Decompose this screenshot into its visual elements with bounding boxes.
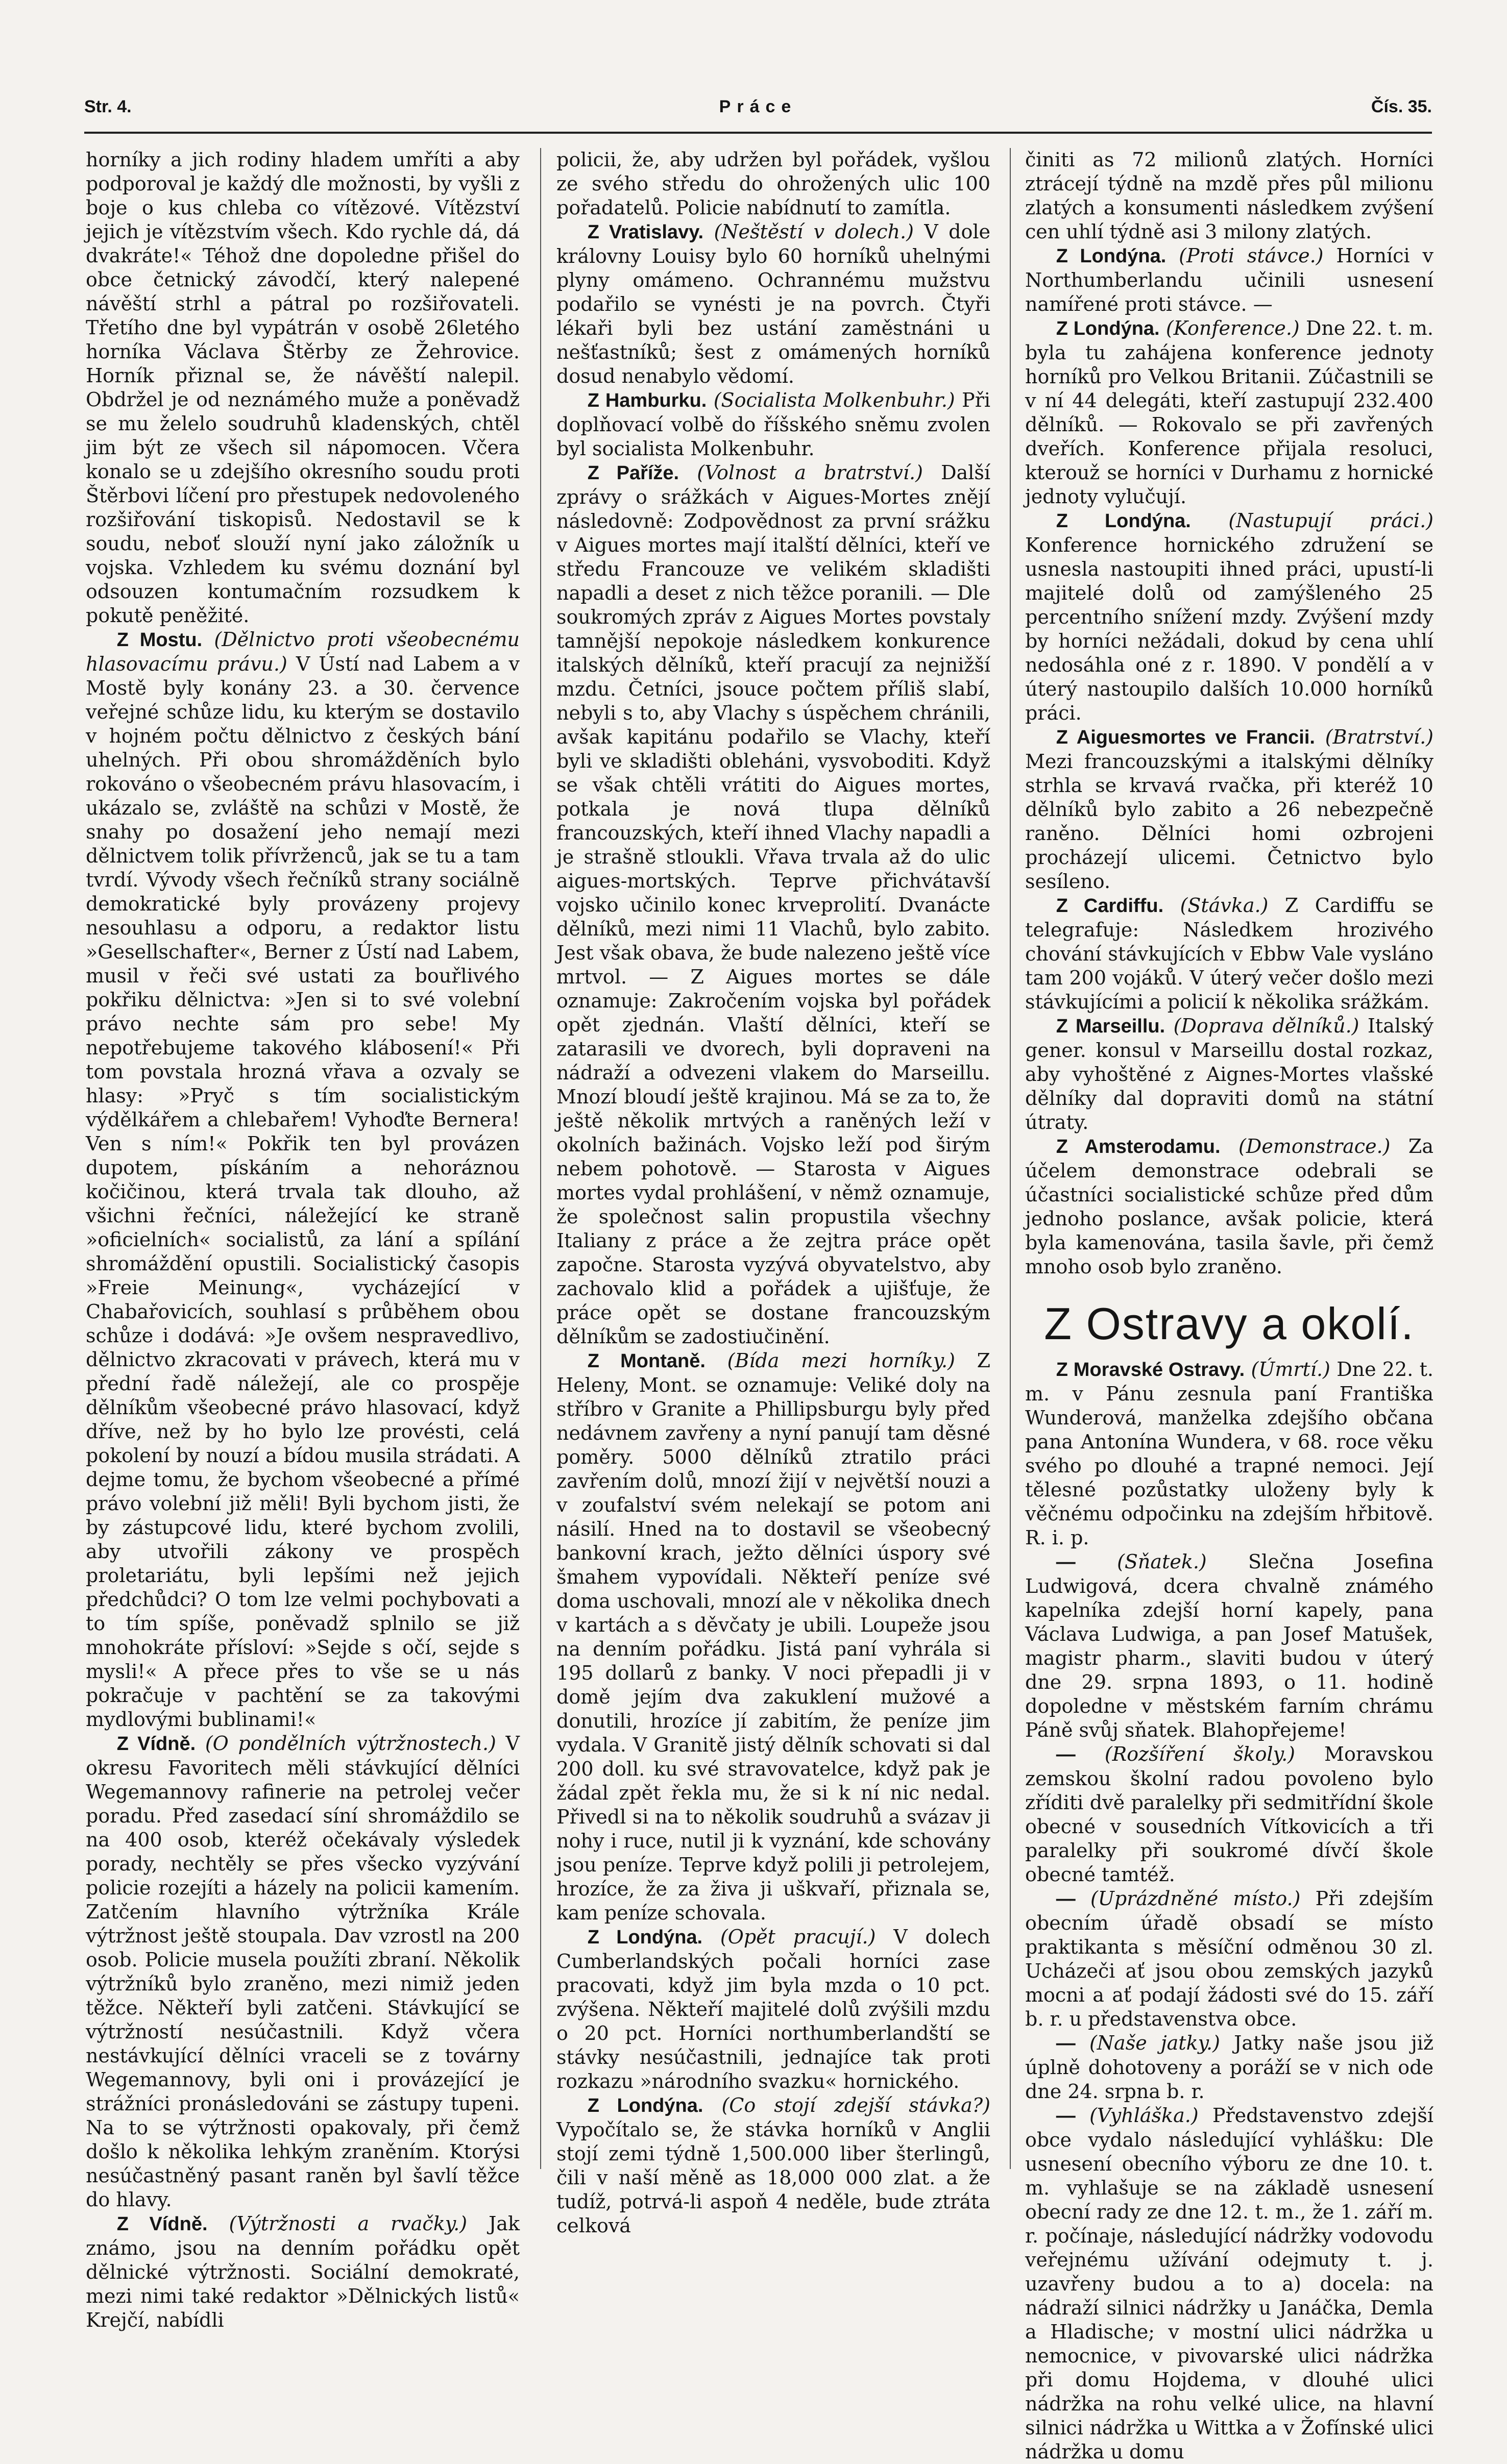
article-paragraph bbox=[1025, 2031, 1433, 2104]
article-paragraph bbox=[556, 1349, 990, 1925]
article-paragraph bbox=[556, 388, 990, 461]
article-topic: (Rozšíření školy.) bbox=[1104, 1743, 1295, 1765]
article-body: V dolech Cumberlandských počali horníci zase pracovati, když jim byla mzda o 10 pct. zvýšena. Někteří majitelé dolů zvýšili mzdu o 20 pct. Horníci northumberlandští se stávky nesúčastnili, jednajíce tak proti rozkazu »národního svazku« hornického. bbox=[556, 1926, 990, 2092]
article-paragraph bbox=[1025, 2104, 1433, 2464]
column-divider bbox=[1010, 148, 1011, 2169]
dateline: Z Londýna. bbox=[1056, 245, 1166, 267]
article-paragraph bbox=[86, 148, 520, 628]
article-topic: (Stávka.) bbox=[1180, 894, 1269, 917]
dateline: Z Montaně. bbox=[587, 1350, 706, 1372]
article-paragraph bbox=[1025, 244, 1433, 316]
page-header bbox=[84, 92, 1432, 128]
column-divider bbox=[540, 148, 541, 2169]
article-body: Představenstvo zdejší obce vydalo následující vyhlášku: Dle usnesení obecního výboru ze dne 10. t. m. vyhlašuje se na základě usnesení obecní rady ze dne 12. t. m., že 1. září m. r. počínaje, následující nádržky vodovodu veřejnému užívání odejmuty t. j. uzavřeny budou a to a) docela: na nádraží silnici nádržky u Janáčka, Demla a Hladische; v mostní ulici nádržka u nemocnice, v pivovarské ulici nádržka při domu Hojdema, v dlouhé ulici nádržka na rohu velké ulice, na hlavní silnici nádržka u Wittka a v Žofínské ulici nádržka u domu bbox=[1025, 2104, 1433, 2463]
article-body: Slečna Josefina Ludwigová, dcera chvalně známého kapelníka zdejší horní kapely, pana Václava Ludwiga, a pan Josef Matušek, magistr pharm., slaviti budou v úterý dne 29. srpna 1893, o 11. hodině dopoledne v městském farním chrámu Páně svůj sňatek. Blahopřejeme! bbox=[1025, 1550, 1433, 1741]
article-body: činiti as 72 milionů zlatých. Horníci ztrácejí týdně na mzdě přes půl milionu zlatých a konsumenti následkem zvýšení cen uhlí týdně asi 3 milony zlatých. bbox=[1025, 149, 1433, 243]
article-body: Při zdejším obecním úřadě obsadí se místo praktikanta s měsíční odměnou 30 zl. Ucházeči ať jsou obou zemských jazyků mocni a ať podají žádosti své do 15. září b. r. u představenstva obce. bbox=[1025, 1887, 1433, 2030]
article-topic: (Bída mezi horníky.) bbox=[727, 1349, 955, 1372]
article-paragraph bbox=[556, 461, 990, 1349]
dateline: Z Mostu. bbox=[116, 629, 203, 651]
article-body: Při doplňovací volbě do říšského sněmu zvolen byl socialista Molkenbuhr. bbox=[556, 389, 991, 460]
article-body: Dne 22. t. m. byla tu zahájena konference jednoty horníků pro Velkou Britanii. Zúčastnili se v ní 44 delegáti, kteří zastupují 232.400 dělníků. — Rokovalo se při zavřených dveřích. Konference přijala resoluci, kterouž se horníci v Durhamu z hornické jednoty vylučují. bbox=[1025, 317, 1433, 508]
dateline: — bbox=[1056, 1744, 1076, 1765]
section-title: Z Ostravy a okolí. bbox=[1044, 1298, 1415, 1349]
column-3 bbox=[1025, 148, 1433, 2463]
article-body: Další zprávy o srážkách v Aigues-Mortes znějí následovně: Zodpovědnost za první srážku v Aigues mortes mají italští dělníci, kteří ve středu Francouze ve velikém skladišti napadli a deset z nich těžce poranili. — Dle soukromých zpráv z Aigues Mortes povstaly tamnější nepokoje následkem konkurence italských dělníků, kteří pracují za nejnižší mzdu. Četníci, jsouce počtem příliš slabí, nebyli s to, aby Vlachy s úspěchem chránili, avšak kapitánu podařilo se Vlachy, kteří byli ve skladišti obleháni, vysvoboditi. Když se však chtěli vrátiti do Aigues mortes, potkala je nová tlupa dělníků francouzských, kteří ihned Vlachy napadli a je strašně stloukli. Vřava trvala až do ulic aigues-mortských. Teprve přichvátavší vojsko učinilo konec krveprolití. Dvanácte dělníků, mezi nimi 11 Vlachů, bylo zabito. Jest však obava, že bude nalezeno ještě více mrtvol. — Z Aigues mortes se dále oznamuje: Zakročením vojska byl pořádek opět zjednán. Vlaští dělníci, kteří se zatarasili ve dvorech, byli dopraveni na nádraží a odvezeni vlakem do Marseillu. Mnozí bloudí ještě krajinou. Má se za to, že ještě několik mrtvých a raněných leží v okolních bažinách. Vojsko leží pod širým nebem pohotově. — Starosta v Aigues mortes vydal prohlášení, v němž oznamuje, že společnost salin propustila všechny Italiany z práce a že zejtra práce opět započne. Starosta vyzývá obyvatelstvo, aby zachovalo klid a pořádek a ujišťuje, že práce opět se dostane francouzským dělníkům se zadostiučinění. bbox=[556, 461, 990, 1348]
article-topic: (Proti stávce.) bbox=[1179, 244, 1324, 267]
article-topic: (Doprava dělníků.) bbox=[1173, 1015, 1359, 1037]
article-topic: (Volnost a bratrství.) bbox=[697, 461, 923, 484]
article-paragraph bbox=[86, 2212, 520, 2332]
article-topic: (Neštěstí v dolech.) bbox=[714, 220, 914, 243]
article-topic: (O pondělních výtržnostech.) bbox=[205, 1732, 496, 1755]
article-paragraph bbox=[556, 220, 990, 388]
dateline: — bbox=[1056, 2105, 1076, 2127]
dateline: Z Londýna. bbox=[587, 1927, 703, 1948]
article-body: Italský gener. konsul v Marseillu dostal rozkaz, aby vyhoštěné z Aignes-Mortes vlašské dělníky dal dopraviti domů na státní útraty. bbox=[1025, 1015, 1433, 1134]
article-topic: (Sňatek.) bbox=[1117, 1550, 1207, 1573]
article-paragraph bbox=[556, 1925, 990, 2093]
article-paragraph bbox=[1025, 1550, 1433, 1742]
article-paragraph bbox=[86, 628, 520, 1732]
article-paragraph bbox=[1025, 894, 1433, 1014]
article-paragraph bbox=[1025, 148, 1433, 244]
article-paragraph bbox=[86, 1732, 520, 2212]
article-paragraph bbox=[1025, 1887, 1433, 2031]
article-body: Dne 22. t. m. v Pánu zesnula paní Františka Wunderová, manželka zdejšího občana pana Antonína Wundera, v 68. roce věku svého po dlouhé a trapné nemoci. Její tělesné pozůstatky uloženy byly k věčnému odpočinku na zdejším hřbitově. R. i. p. bbox=[1025, 1358, 1433, 1549]
article-body: policii, že, aby udržen byl pořádek, vyšlou ze svého středu do ohrožených ulic 100 pořadatelů. Policie nabídnutí to zamítla. bbox=[556, 149, 990, 219]
header-rule bbox=[84, 132, 1432, 134]
article-body: Vypočítalo se, že stávka horníků v Anglii stojí zemi týdně 1,500.000 liber šterlingů, čili v naší měně as 18,000 000 zlat. a že tudíž, potrvá-li aspoň 4 neděle, bude ztráta celková bbox=[556, 2118, 990, 2237]
article-topic: (Uprázdněné místo.) bbox=[1090, 1887, 1301, 1910]
article-topic: (Bratrství.) bbox=[1325, 726, 1433, 748]
article-topic: (Naše jatky.) bbox=[1089, 2032, 1220, 2054]
article-body: V Ústí nad Labem a v Mostě byly konány 23. a 30. července veřejné schůze lidu, ku kterým se dostavilo v hojném počtu dělnictvo z českých bání uhelných. Při obou shromážděních bylo rokováno o všeobecném právu hlasovacím, i ukázalo se, zvláště na schůzi v Mostě, že snahy po dosažení jeho nemají mezi dělnictvem tolik přívrženců, jak se tu a tam tvrdí. Vývody všech řečníků strany sociálně demokratické byly provázeny projevy nesouhlasu a odporu, a redaktor listu »Gesellschafter«, Berner z Ústí nad Labem, musil v řeči své ustati za bouřlivého pokřiku dělnictva: »Jen si to své volební právo nechte sám pro sebe! My nepotřebujeme takového klábosení!« Při tom povstala hrozná vřava a ozvaly se hlasy: »Pryč s tím socialistickým výdělkářem a chlebařem! Vyhoďte Bernera! Ven s ním!« Pokřik ten byl provázen dupotem, pískáním a nehoráznou kočičinou, která trvala tak dlouho, až všichni řečníci, náležející ke straně »oficielních« socialistů, za lání a spílání shromáždění opustili. Socialistický časopis »Freie Meinung«, vycházející v Chabařovicích, souhlasí s průběhem obou schůze i dodává: »Je ovšem nespravedlivo, dělnictvo zkracovati v právech, která mu v přední řadě náležejí, ale co prospěje dělníkům všeobecné právo hlasovací, když dříve, než by ho bylo lze provésti, celá pokolení by nouzí a bídou musila strádati. A dejme tomu, že bychom všeobecné a přímé právo volební již měli! Byli bychom jisti, že by zástupcové lidu, které bychom zvolili, aby utvořili zákony ve prospěch proletariátu, byli lepšími než jejich předchůdci? O tom lze velmi pochybovati a to tím spíše, poněvadž splnilo se již mnohokráte přísloví: »Sejde s očí, sejde s mysli!« A přece přes to vše se u nás pokračuje v pachtění se za takovými mydlovými bublinami!« bbox=[86, 653, 520, 1731]
dateline: Z Vídně. bbox=[116, 1733, 196, 1755]
article-topic: (Nastupují práci.) bbox=[1228, 509, 1433, 532]
dateline: Z Hamburku. bbox=[587, 390, 707, 411]
column-2 bbox=[556, 148, 991, 2237]
article-body: Jatky naše jsou již úplně dohotoveny a poráží se v nich ode dne 24. srpna b. r. bbox=[1025, 2032, 1433, 2103]
article-topic: (Socialista Molkenbuhr.) bbox=[713, 389, 955, 411]
dateline: Z Londýna. bbox=[1056, 318, 1160, 339]
dateline: Z Marseillu. bbox=[1056, 1016, 1165, 1037]
dateline: Z Londýna. bbox=[587, 2095, 703, 2116]
dateline: Z Paříže. bbox=[587, 462, 679, 484]
local-news-section bbox=[1025, 1358, 1433, 2464]
article-paragraph bbox=[1025, 509, 1433, 725]
page-number: Str. 4. bbox=[84, 97, 132, 116]
dateline: Z Cardiffu. bbox=[1056, 895, 1164, 917]
dateline: — bbox=[1056, 1551, 1076, 1573]
article-body: Za účelem demonstrace odebrali se účastníci socialistické schůze před dům jednoho poslance, avšak policie, která byla kamenována, tasila šavle, při čemž mnoho osob bylo zraněno. bbox=[1025, 1135, 1433, 1278]
issue-number: Čís. 35. bbox=[1371, 97, 1432, 116]
article-body: Horníci v Northumberlandu učinili usnesení namířené proti stávce. — bbox=[1025, 244, 1433, 315]
dateline: Z Aiguesmortes ve Francii. bbox=[1056, 727, 1315, 748]
article-paragraph bbox=[1025, 1135, 1433, 1279]
dateline: Z Vratislavy. bbox=[587, 221, 704, 243]
dateline: Z Moravské Ostravy. bbox=[1056, 1359, 1245, 1381]
dateline: Z Londýna. bbox=[1056, 510, 1191, 532]
article-topic: (Opět pracují.) bbox=[720, 1926, 876, 1948]
dateline: Z Amsterodamu. bbox=[1056, 1136, 1221, 1157]
article-paragraph bbox=[1025, 316, 1433, 509]
article-body: horníky a jich rodiny hladem umříti a aby podporoval je každý dle možnosti, by vyšli z boje o kus chleba co vítězové. Vítězství jejich je vítězstvím všech. Kdo rychle dá, dá dvakráte!« Téhož dne dopoledne přišel do obce četnický závodčí, který nalepené návěští strhl a pátral po rozšiřovateli. Třetího dne byl vypátrán v osobě 26letého horníka Václava Štěrby ze Žehrovice. Horník přiznal se, že návěští nalepil. Obdržel je od neznámého muže a poněvadž se mu želelo soudruhů kladenských, chtěl jim být ze všech sil nápomocen. Včera konalo se u zdejšího okresního soudu proti Štěrbovi líčení pro přestupek nedovoleného rozšiřování tiskopisů. Nedostavil se k soudu, neboť slouží nyní jako záložník u vojska. Vzhledem ku svému doznání byl odsouzen kontumačním rozsudkem k pokutě peněžité. bbox=[86, 149, 520, 627]
newspaper-title: Práce bbox=[719, 97, 797, 116]
article-paragraph bbox=[1025, 725, 1433, 894]
article-body: Z Heleny, Mont. se oznamuje: Veliké doly na stříbro v Granite a Phillipsburgu byly před nedávnem zavřeny a nyní panují tam děsné poměry. 5000 dělníků ztratilo práci zavřením dolů, mnozí žijí v největší nouzi a v zoufalství svém nelekají se potom ani násilí. Hned na to dostavil se všeobecný bankovní krach, ježto dělníci úspory své šmahem vypovídali. Někteří peníze své doma uschovali, mnozí ale v několika dnech v kartách a s děvčaty je ubili. Loupeže jsou na denním pořádku. Jistá paní vyhrála si 195 dollarů z banky. V noci přepadli ji v domě jejím dva zakuklení mužové a donutili, hrozíce jí zabitím, že peníze jim vydala. V Granitě jistý dělník schovati si dal 200 doll. ku své stravovatelce, když pak je žádal zpět řekla mu, že si k ní nic nedal. Přivedl si na to několik soudruhů a svázav ji nohy i ruce, nutil ji k vyznání, kde schovány jsou peníze. Teprve když polili ji petrolejem, hrozíce, že za živa ji uškvaří, přiznala se, kam peníze schovala. bbox=[556, 1349, 990, 1924]
article-topic: (Výtržnosti a rvačky.) bbox=[229, 2212, 468, 2235]
article-topic: (Co stojí zdejší stávka?) bbox=[721, 2094, 990, 2116]
article-topic: (Konference.) bbox=[1165, 317, 1300, 339]
article-body: V okresu Favoritech měli stávkující dělníci Wegemannovy rafinerie na petrolej večer poradu. Před zasedací síní shromáždilo se na 400 osob, kteréž očekávaly výsledek porady, nechtěly se přes všecko vyzývání policie rozejíti a házely na policii kamením. Zatčením hlavního výtržníka Krále výtržnost ještě stoupala. Dav vzrostl na 200 osob. Policie musela použíti zbraní. Několik výtržníků bylo zraněno, mezi nimiž jeden těžce. Někteří byli zatčeni. Stávkující se výtržností nesúčastnili. Když včera nestávkující dělníci vraceli se z továrny Wegemannovy, byli oni i provázející je strážníci pronásledováni se zástupy tupeni. Na to se výtržnosti opakovaly, při čemž došlo k několika lehkým zraněním. Ktorýsi nesúčastněný pasant raněn byl šavlí těžce do hlavy. bbox=[86, 1732, 520, 2211]
dateline: Z Vídně. bbox=[116, 2213, 208, 2235]
article-paragraph bbox=[1025, 1014, 1433, 1135]
article-body: Mezi francouzskými a italskými dělníky strhla se krvavá rvačka, při kteréž 10 dělníků bylo zabito a 26 nebezpečně raněno. Dělníci homi ozbrojeni procházejí ulicemi. Četnictvo bylo sesíleno. bbox=[1025, 750, 1433, 893]
article-body: Konference hornického združení se usnesla nastoupiti ihned práci, upustí-li majitelé dolů od zamýšleného 25 percentního snížení mzdy. Zvýšení mzdy by horníci nežádali, dokud by cena uhlí nedosáhla oné z r. 1890. V pondělí a v úterý nastoupilo dalších 10.000 horníků práci. bbox=[1025, 534, 1433, 724]
dateline: — bbox=[1056, 1888, 1076, 1910]
article-body: Jak známo, jsou na denním pořádku opět dělnické výtržnosti. Sociální demokraté, mezi nimi také redaktor »Dělnických listů« Krejčí, nabídli bbox=[86, 2212, 520, 2331]
column-1 bbox=[86, 148, 520, 2331]
article-topic: (Úmrtí.) bbox=[1251, 1358, 1330, 1381]
article-topic: (Dělnictvo proti všeobecnému hlasovacímu právu.) bbox=[86, 628, 520, 675]
article-paragraph bbox=[556, 2093, 990, 2238]
article-paragraph bbox=[1025, 1358, 1433, 1550]
article-paragraph bbox=[1025, 1742, 1433, 1887]
dateline: — bbox=[1056, 2033, 1076, 2054]
article-paragraph bbox=[556, 148, 990, 220]
article-body: Moravskou zemskou školní radou povoleno bylo zříditi dvě paralelky při sedmitřídní škole obecné v sousedních Vítkovicích a tři paralelky při soukromé dívčí škole obecné tamtéž. bbox=[1025, 1743, 1433, 1886]
article-topic: (Demonstrace.) bbox=[1238, 1135, 1391, 1157]
column-3-articles bbox=[1025, 148, 1433, 1279]
article-body: V dole královny Louisy bylo 60 horníků uhelnými plyny omámeno. Ochrannému mužstvu podařilo se vynésti je na povrch. Čtyři lékaři byli bez ustání zaměstnáni u nešťastníků; šest z omámených horníků dosud nenabylo vědomí. bbox=[556, 220, 990, 387]
article-topic: (Vyhláška.) bbox=[1089, 2104, 1199, 2127]
article-body: Z Cardiffu se telegrafuje: Následkem hrozivého chování stávkujících v Ebbw Vale vysláno tam 200 vojáků. V úterý večer došlo mezi stávkujícími a policií k několika srážkám. bbox=[1025, 894, 1433, 1013]
